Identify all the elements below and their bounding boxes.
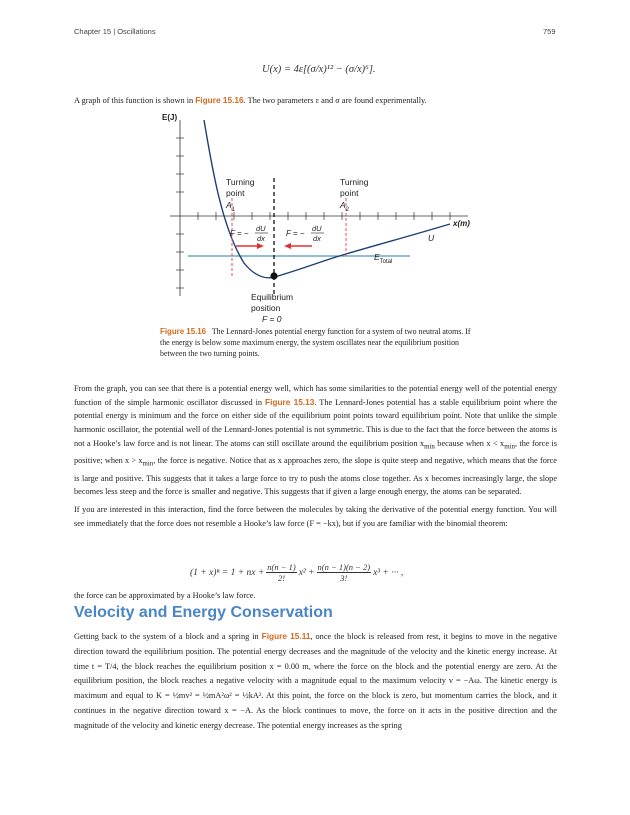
section-paragraph: Getting back to the system of a block and a spring in Figure 15.11, once the block is released from rest, it begins to move in the negative direction toward the equilibrium position. The potential energy decreases and the magnitude of the velocity and the kinetic energy increase. At time t = T/4, the block reaches the equilibrium position x = 0.00 m, where the force on the block and the potential energy are zero. At the equilibrium position, the block reaches a negative velocity with a magnitude equal to the maximum velocity v = −Aω. The kinetic energy is maximum and equal to K = ½mv² = ½mA²ω² = ½kA². At this point, the force on the block is zero, but momentum carries the block, and it continues in the negative direction toward x = −A. As the block continues to move, the force on it acts in the positive direction and the magnitude of the velocity and kinetic energy decrease. The potential energy increases as the spring	[74, 631, 557, 730]
lennard-jones-equation: U(x) = 4ε[(σ/x)¹² − (σ/x)⁶].	[262, 64, 376, 75]
page-number: 759	[543, 27, 556, 36]
y-axis-label: E(J)	[162, 113, 178, 122]
caption-label: Figure 15.16	[160, 327, 207, 336]
intro-line	[74, 95, 427, 105]
intro-text: A graph of this function is shown in	[74, 96, 196, 105]
x-axis-label: x(m)	[453, 219, 470, 228]
caption-text: The Lennard-Jones potential energy function for a system of two neutral atoms. If the energy is below some maximum energy, the system oscillates near the equilibrium position between the two turning points.	[160, 327, 471, 358]
curve-label: U	[428, 233, 435, 243]
svg-text:F = −: F = −	[230, 229, 249, 238]
section-title: Velocity and Energy Conservation	[74, 604, 333, 621]
equilibrium-label: Equilibrium position F = 0	[251, 292, 294, 323]
force-arrow-right	[236, 243, 264, 249]
figure-caption	[160, 326, 472, 359]
force-right-label	[286, 224, 324, 243]
body-text	[74, 382, 557, 534]
energy-label: $E_{Total}$	[374, 252, 393, 265]
svg-text:dU: dU	[256, 224, 266, 233]
force-arrow-left	[284, 243, 312, 249]
lennard-jones-figure	[140, 108, 490, 323]
svg-text:dx: dx	[313, 234, 321, 243]
binomial-equation: (1 + x)ⁿ = 1 + nx + $\frac{n(n - 1)}{2!}$ x² + $\frac{n(n - 1)(n - 2)}{3!}$ x³ + ··· ,	[190, 562, 404, 583]
paragraph-1: From the graph, you can see that there is a potential energy well, which has some similarities to the potential energy well of the potential energy function of the simple harmonic oscillator discussed in Figure 15.13. The Lennard-Jones potential has a stable equilibrium point where the potential energy is minimum and the force on either side of the equilibrium point points toward equilibrium point. Note that unlike the simple harmonic oscillator, the potential well of the Lennard-Jones potential is not symmetric. This is due to the fact that the force between the atoms is not a Hooke’s law force and is not linear. The atoms can still oscillate around the equilibrium position $x_{min}$ because when $x < x_{min}$, the force is positive; when $x > x_{min}$, the force is negative. Notice that as x approaches zero, the slope is quite steep and negative, which means that the force is large and positive. This suggests that it takes a large force to try to push the atoms close together. As x becomes increasingly large, the slope becomes less steep and the force is smaller and negative. This suggests that if given a large enough energy, the atoms can be separated.	[74, 384, 557, 497]
svg-text:dU: dU	[312, 224, 322, 233]
after-equation-text: the force can be approximated by a Hooke’s law force.	[74, 591, 256, 600]
potential-energy-curve	[204, 120, 450, 278]
paragraph-2: If you are interested in this interaction, find the force between the molecules by taking the derivative of the potential energy function. You will see immediately that the force does not resemble a Hooke’s law force (F = −kx), but if you are familiar with the binomial theorem:	[74, 504, 557, 528]
svg-text:dx: dx	[257, 234, 265, 243]
figure-15-16-link[interactable]: Figure 15.16	[195, 95, 244, 105]
chapter-header: Chapter 15 | Oscillations	[74, 27, 156, 36]
force-left-label	[230, 224, 268, 243]
turning-point-a2-label: Turning point $A_2$	[340, 177, 369, 213]
turning-point-a1-label: Turning point $A_1$	[226, 177, 255, 213]
figure-15-11-link[interactable]: Figure 15.11	[261, 631, 311, 641]
svg-text:F = −: F = −	[286, 229, 305, 238]
figure-15-13-link[interactable]: Figure 15.13	[265, 396, 315, 407]
intro-text-end: . The two parameters ε and σ are found experimentally.	[243, 96, 427, 105]
equilibrium-point	[270, 272, 277, 279]
